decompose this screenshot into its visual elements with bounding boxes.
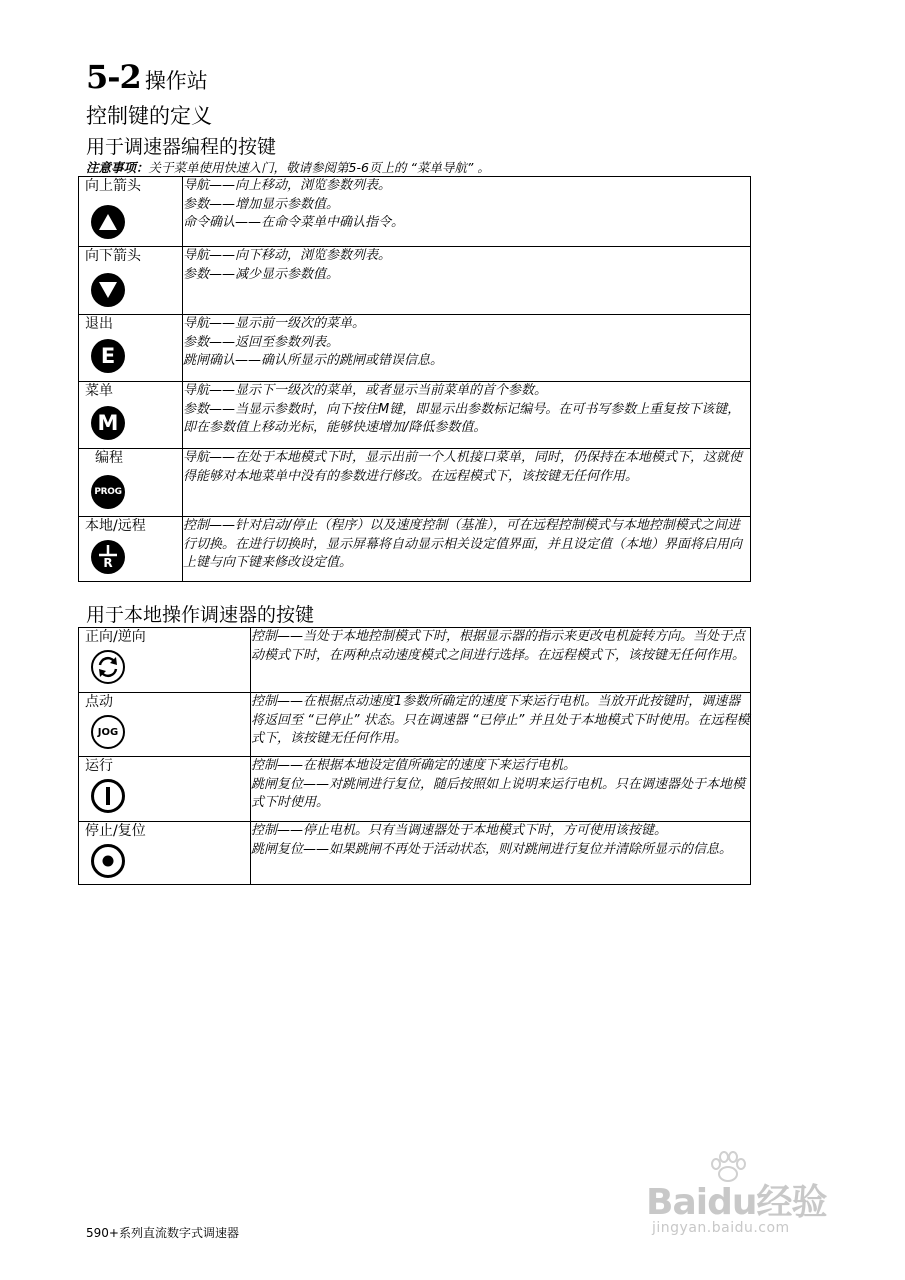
key-description xyxy=(183,247,751,315)
key-description xyxy=(251,628,751,693)
page-title xyxy=(86,58,208,96)
note xyxy=(86,158,490,176)
local-keys-table xyxy=(78,627,751,885)
subheading-programming: 用于调速器编程的按键 xyxy=(86,136,277,158)
local-remote-icon[interactable] xyxy=(91,540,125,574)
table-row xyxy=(79,693,751,757)
key-description xyxy=(251,822,751,885)
key-name: 向上箭头 xyxy=(85,178,141,194)
key-name: 正向/逆向 xyxy=(85,629,146,645)
remote-letter: R xyxy=(103,556,113,570)
description-line: 控制——停止电机。只有当调速器处于本地模式下时，方可使用该按键。 xyxy=(251,823,668,838)
description-line: 跳闸复位——如果跳闸不再处于活动状态，则对跳闸进行复位并清除所显示的信息。 xyxy=(251,841,733,857)
jog-key-text: JOG xyxy=(97,726,119,738)
key-cell xyxy=(79,382,183,449)
key-description xyxy=(251,693,751,757)
run-key-icon[interactable] xyxy=(91,779,125,813)
description-line: 命令确认——在命令菜单中确认指令。 xyxy=(183,215,405,230)
table-row xyxy=(79,628,751,693)
stop-reset-icon[interactable] xyxy=(91,844,125,878)
key-name: 点动 xyxy=(85,694,113,710)
description-line: 控制——在根据点动速度1参数所确定的速度下来运行电机。当放开此按键时，调速器将返回至 “已停止” 状态。只在调速器 “已停止” 并且处于本地模式下时使用。在远程模式下，该按键无任何作用。 xyxy=(251,694,750,746)
key-cell xyxy=(79,315,183,382)
jog-key-icon[interactable] xyxy=(91,715,125,749)
key-name: 退出 xyxy=(85,316,113,332)
key-cell xyxy=(79,449,183,517)
description-line: 跳闸确认——确认所显示的跳闸或错误信息。 xyxy=(183,353,444,368)
note-text: 关于菜单使用快速入门，敬请参阅第5-6页上的 “菜单导航” 。 xyxy=(148,160,490,175)
e-key-letter: E xyxy=(100,344,116,368)
key-description xyxy=(183,517,751,582)
watermark-sub: jingyan.baidu.com xyxy=(652,1220,790,1236)
note-label: 注意事项： xyxy=(86,160,149,175)
key-description xyxy=(183,315,751,382)
description-line: 控制——在根据本地设定值所确定的速度下来运行电机。 xyxy=(251,758,577,773)
subheading-local: 用于本地操作调速器的按键 xyxy=(86,604,315,626)
description-line: 参数——返回至参数列表。 xyxy=(183,334,340,350)
key-description xyxy=(251,757,751,822)
m-key-icon[interactable] xyxy=(91,406,125,440)
description-line: 参数——当显示参数时，向下按住M键，即显示出参数标记编号。在可书写参数上重复按下该键，即在参数值上移动光标，能够快速增加/降低参数值。 xyxy=(183,401,741,435)
key-cell xyxy=(79,693,251,757)
table-row xyxy=(79,247,751,315)
prog-key-text: PROG xyxy=(94,487,122,497)
key-name: 停止/复位 xyxy=(85,823,146,839)
table-row xyxy=(79,517,751,582)
table-row xyxy=(79,822,751,885)
key-name: 向下箭头 xyxy=(85,248,141,264)
down-arrow-icon[interactable] xyxy=(91,273,125,307)
run-bar-glyph xyxy=(95,783,121,809)
description-line: 跳闸复位——对跳闸进行复位，随后按照如上说明来运行电机。只在调速器处于本地模式下时使用。 xyxy=(251,776,746,810)
table-row xyxy=(79,382,751,449)
e-key-icon[interactable] xyxy=(91,339,125,373)
table-row xyxy=(79,315,751,382)
watermark-main: Baidu经验 xyxy=(646,1182,827,1223)
description-line: 导航——向上移动，浏览参数列表。 xyxy=(183,178,392,193)
description-line: 控制——当处于本地控制模式下时，根据显示器的指示来更改电机旋转方向。当处于点动模式下时，在两种点动速度模式之间进行选择。在远程模式下，该按键无任何作用。 xyxy=(251,629,746,663)
table-row xyxy=(79,449,751,517)
key-name: 本地/远程 xyxy=(85,518,146,534)
section-title: 操作站 xyxy=(144,69,208,93)
m-key-letter: M xyxy=(97,411,119,435)
subtitle: 控制键的定义 xyxy=(86,104,212,128)
table-row xyxy=(79,177,751,247)
programming-keys-table xyxy=(78,176,751,582)
description-line: 参数——减少显示参数值。 xyxy=(183,266,340,282)
key-cell xyxy=(79,177,183,247)
key-name: 编程 xyxy=(95,450,123,466)
description-line: 导航——显示前一级次的菜单。 xyxy=(183,316,366,331)
key-cell xyxy=(79,757,251,822)
baidu-watermark xyxy=(646,1150,856,1240)
description-line: 导航——显示下一级次的菜单，或者显示当前菜单的首个参数。 xyxy=(183,383,548,398)
section-number: 5-2 xyxy=(86,58,141,96)
description-line: 导航——向下移动，浏览参数列表。 xyxy=(183,248,392,263)
key-cell xyxy=(79,628,251,693)
key-name: 菜单 xyxy=(85,383,113,399)
stop-dot-glyph xyxy=(95,848,121,874)
description-line: 导航——在处于本地模式下时，显示出前一个人机接口菜单，同时，仍保持在本地模式下，这就使得能够对本地菜单中没有的参数进行修改。在远程模式下，该按键无任何作用。 xyxy=(183,450,743,484)
key-cell xyxy=(79,247,183,315)
up-arrow-icon[interactable] xyxy=(91,205,125,239)
key-cell xyxy=(79,822,251,885)
table-row xyxy=(79,757,751,822)
key-description xyxy=(183,449,751,517)
description-line: 控制——针对启动/停止（程序）以及速度控制（基准），可在远程控制模式与本地控制模式之间进行切换。在进行切换时，显示屏幕将自动显示相关设定值界面，并且设定值（本地）界面将启用向上键与向下键来修改设定值。 xyxy=(183,518,743,570)
description-line: 参数——增加显示参数值。 xyxy=(183,196,340,212)
forward-reverse-icon[interactable] xyxy=(91,650,125,684)
rotate-arrows-glyph xyxy=(95,654,121,680)
key-description xyxy=(183,382,751,449)
footer: 590+系列直流数字式调速器 xyxy=(86,1226,239,1240)
key-cell xyxy=(79,517,183,582)
prog-key-icon[interactable] xyxy=(91,475,125,509)
key-description xyxy=(183,177,751,247)
key-name: 运行 xyxy=(85,758,113,774)
